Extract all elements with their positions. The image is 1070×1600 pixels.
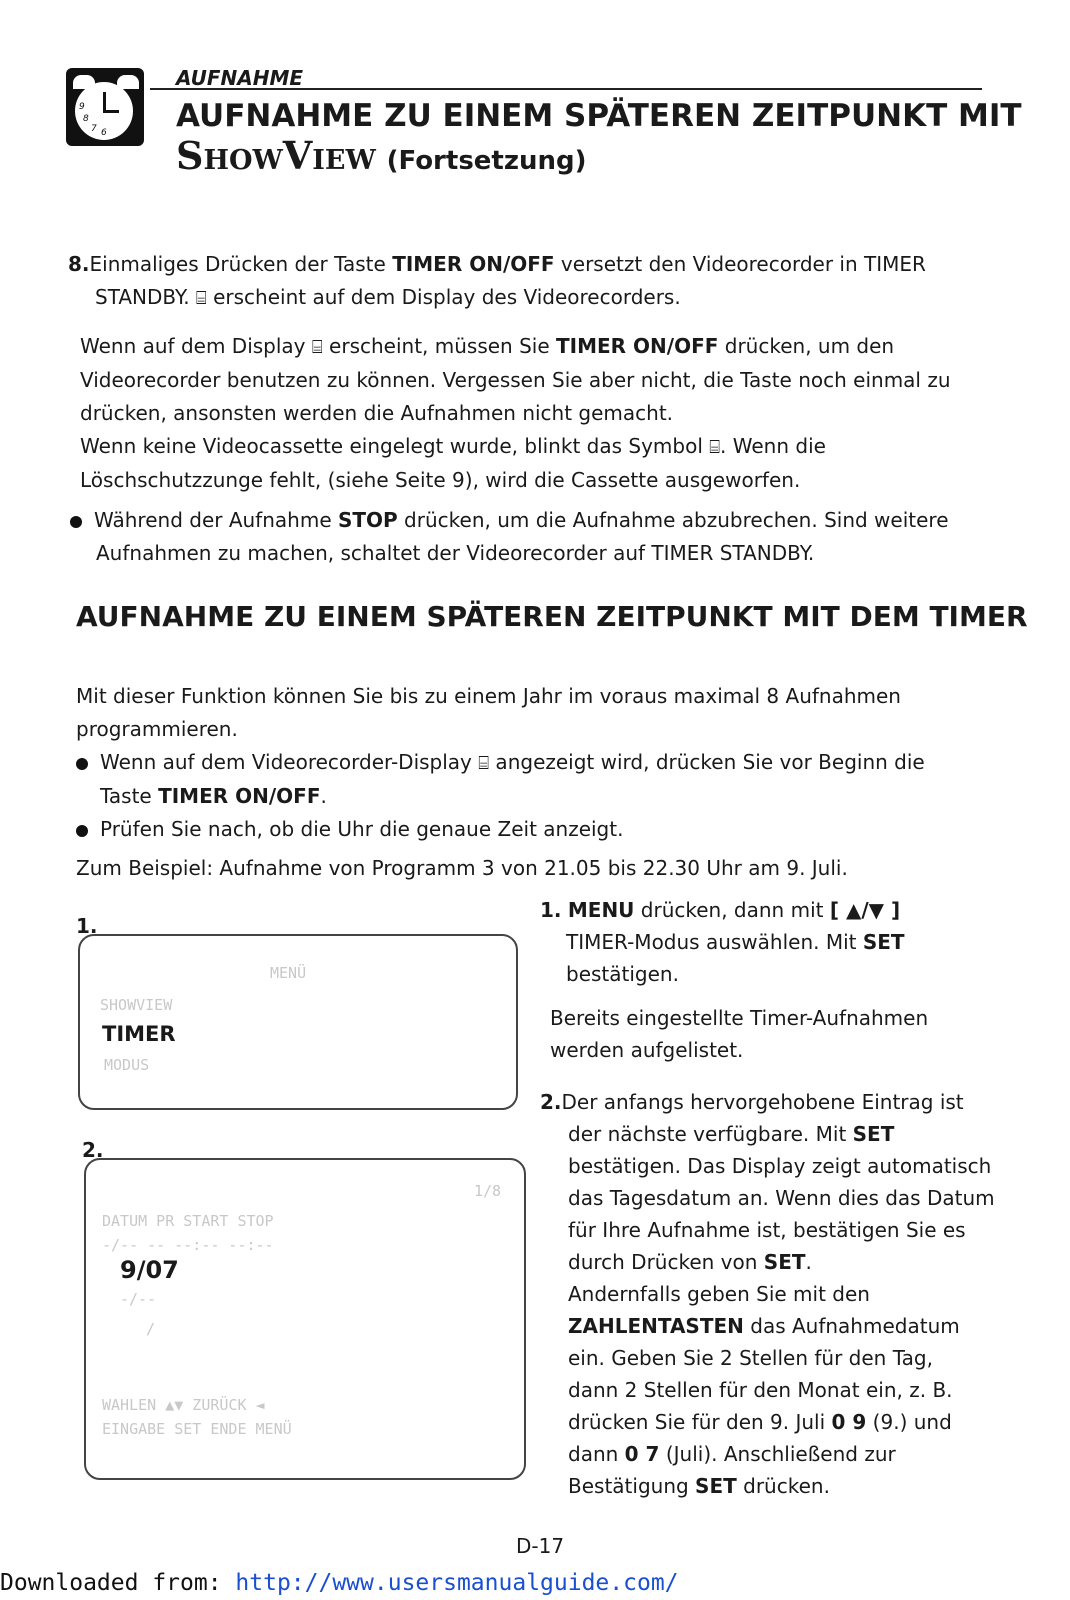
- step-2: [540, 1086, 1030, 1502]
- step-1-line-2: [540, 926, 1020, 958]
- step-1: [540, 894, 1020, 1066]
- text: erscheint auf dem Display des Videorecorders.: [206, 285, 681, 309]
- step-number: 8.: [68, 252, 90, 276]
- text: angezeigt wird, drücken Sie vor Beginn die: [489, 750, 925, 774]
- text: Wenn auf dem Videorecorder-Display: [100, 750, 479, 774]
- clock-number: 7: [91, 124, 97, 134]
- text: .: [320, 784, 327, 808]
- alarm-clock-icon: [66, 68, 144, 146]
- screen-2-display: [84, 1158, 526, 1480]
- intro-line-1: Mit dieser Funktion können Sie bis zu einem Jahr im voraus maximal 8 Aufnahmen: [76, 684, 901, 708]
- set-label: SET: [852, 1122, 895, 1146]
- menu-label: MENU: [567, 898, 635, 922]
- text: drücken, dann mit: [634, 898, 830, 922]
- timer-symbol-icon: ⌸: [195, 288, 207, 309]
- text: Bestätigung: [568, 1474, 696, 1498]
- bullet-stop-line-1: [70, 504, 1030, 537]
- timer-note: [80, 330, 1040, 497]
- arrow-keys-label: [ ▲/▼ ]: [829, 898, 901, 922]
- step-1-line-3: bestätigen.: [566, 962, 679, 986]
- set-label: SET: [695, 1474, 737, 1498]
- text: das Aufnahmedatum: [743, 1314, 960, 1338]
- title-line-2: [176, 133, 1036, 181]
- text: Wenn auf dem Display: [80, 334, 312, 358]
- download-footer: [0, 1570, 679, 1596]
- text: STANDBY.: [95, 285, 196, 309]
- timer-symbol-icon: ⌸: [311, 337, 323, 358]
- timer-symbol-icon: ⌸: [478, 753, 490, 774]
- text: Während der Aufnahme: [94, 508, 338, 532]
- text: durch Drücken von: [568, 1250, 764, 1274]
- text: (9.) und: [866, 1410, 952, 1434]
- note-line-2: Videorecorder benutzen zu können. Vergessen Sie aber nicht, die Taste noch einmal zu: [80, 368, 951, 392]
- showview-wordmark: ShowView: [176, 133, 376, 178]
- example-line: Zum Beispiel: Aufnahme von Programm 3 von 21.05 bis 22.30 Uhr am 9. Juli.: [76, 856, 848, 880]
- step-8-line-1: [68, 248, 1028, 281]
- key-sequence: 0 9: [831, 1410, 867, 1434]
- section-label: AUFNAHME: [176, 66, 304, 90]
- menu-item-timer: TIMER: [102, 1022, 176, 1046]
- text: versetzt den Videorecorder in TIMER: [554, 252, 926, 276]
- intro-bullet-1-cont: [76, 780, 1036, 813]
- page-number: D-17: [516, 1534, 565, 1558]
- title-suffix: (Fortsetzung): [386, 146, 587, 176]
- text: Wenn keine Videocassette eingelegt wurde, blinkt das Symbol: [80, 434, 710, 458]
- timer-on-off-label: TIMER ON/OFF: [392, 252, 555, 276]
- text: Der anfangs hervorgehobene Eintrag ist: [561, 1090, 964, 1114]
- ghost-row: -/-- -- --:-- --:--: [102, 1236, 274, 1254]
- footer-link[interactable]: http://www.usersmanualguide.com/: [235, 1570, 679, 1596]
- ghost-modus-item: MODUS: [104, 1056, 150, 1074]
- text: Taste: [100, 784, 159, 808]
- ghost-row-3: /: [146, 1320, 156, 1338]
- step-1-note-1: Bereits eingestellte Timer-Aufnahmen: [550, 1006, 929, 1030]
- step-2-line-3: bestätigen. Das Display zeigt automatisch: [568, 1154, 992, 1178]
- ghost-showview-item: SHOWVIEW: [100, 996, 173, 1014]
- title-line-1: AUFNAHME ZU EINEM SPÄTEREN ZEITPUNKT MIT: [176, 98, 1022, 134]
- number-keys-label: ZAHLENTASTEN: [568, 1314, 744, 1338]
- ghost-footer-1: WAHLEN ▲▼ ZURÜCK ◄: [102, 1396, 265, 1414]
- key-sequence: 0 7: [624, 1442, 660, 1466]
- note-line-5: Löschschutzzunge fehlt, (siehe Seite 9), wird die Cassette ausgeworfen.: [80, 468, 801, 492]
- step-2-line-13: [540, 1470, 1030, 1502]
- step-2-line-5: für Ihre Aufnahme ist, bestätigen Sie es: [568, 1218, 966, 1242]
- clock-number: 8: [83, 114, 89, 124]
- step-8: [68, 248, 1028, 315]
- text: drücken.: [736, 1474, 830, 1498]
- clock-minute-hand: [103, 110, 119, 113]
- set-label: SET: [763, 1250, 806, 1274]
- ghost-page-indicator: 1/8: [474, 1182, 502, 1200]
- step-number: 1.: [540, 898, 562, 922]
- step-2-line-12: [540, 1438, 1030, 1470]
- text: drücken, um die Aufnahme abzubrechen. Sind weitere: [397, 508, 949, 532]
- screen-1-label: 1.: [76, 914, 98, 938]
- screen-1-display: [78, 934, 518, 1110]
- clock-number: 6: [101, 128, 107, 138]
- text: . Wenn die: [720, 434, 826, 458]
- step-2-line-4: das Tagesdatum an. Wenn dies das Datum: [568, 1186, 995, 1210]
- date-entry: 9/07: [120, 1256, 179, 1284]
- bullet-icon: [76, 825, 88, 837]
- note-line-1: [80, 330, 1040, 364]
- footer-prefix: Downloaded from:: [0, 1570, 236, 1596]
- ghost-footer-2: EINGABE SET ENDE MENÜ: [102, 1420, 292, 1438]
- step-2-line-8: [540, 1310, 1030, 1342]
- bullet-icon: [70, 516, 82, 528]
- step-2-line-7: Andernfalls geben Sie mit den: [568, 1282, 870, 1306]
- bullet-stop: [70, 504, 1030, 570]
- text: (Juli). Anschließend zur: [659, 1442, 896, 1466]
- step-1-note-2: werden aufgelistet.: [550, 1038, 744, 1062]
- timer-on-off-label: TIMER ON/OFF: [158, 784, 321, 808]
- note-line-3: drücken, ansonsten werden die Aufnahmen nicht gemacht.: [80, 401, 674, 425]
- intro-line-2: programmieren.: [76, 717, 238, 741]
- step-2-line-6: [540, 1246, 1030, 1278]
- text: .: [805, 1250, 812, 1274]
- timer-on-off-label: TIMER ON/OFF: [556, 334, 719, 358]
- clock-face: [75, 82, 133, 140]
- step-number: 2.: [540, 1090, 562, 1114]
- text: TIMER-Modus auswählen. Mit: [566, 930, 863, 954]
- bullet-stop-line-2: Aufnahmen zu machen, schaltet der Videorecorder auf TIMER STANDBY.: [96, 541, 815, 565]
- section-heading: AUFNAHME ZU EINEM SPÄTEREN ZEITPUNKT MIT DEM TIMER: [76, 600, 1028, 633]
- step-8-line-2: [68, 281, 1028, 315]
- timer-intro: [76, 680, 1036, 885]
- text: dann: [568, 1442, 625, 1466]
- clock-number: 9: [79, 102, 85, 112]
- text: drücken, um den: [718, 334, 895, 358]
- set-label: SET: [862, 930, 905, 954]
- text: drücken Sie für den 9. Juli: [568, 1410, 832, 1434]
- step-2-line-9: ein. Geben Sie 2 Stellen für den Tag,: [568, 1346, 933, 1370]
- step-2-line-1: [540, 1086, 1030, 1118]
- step-1-line-1: [540, 894, 1020, 926]
- clock-hour-hand: [103, 92, 106, 112]
- ghost-row-2: -/--: [120, 1290, 157, 1308]
- stop-label: STOP: [337, 508, 398, 532]
- text: Einmaliges Drücken der Taste: [89, 252, 393, 276]
- text: erscheint, müssen Sie: [322, 334, 557, 358]
- note-line-4: [80, 430, 1040, 464]
- page-title: [176, 96, 1036, 181]
- intro-bullet-1: [76, 746, 1036, 780]
- timer-symbol-icon: ⌸: [709, 437, 721, 458]
- intro-bullet-2: [76, 813, 1036, 846]
- ghost-column-header: DATUM PR START STOP: [102, 1212, 274, 1230]
- step-2-line-2: [540, 1118, 1030, 1150]
- step-2-line-11: [540, 1406, 1030, 1438]
- bullet-icon: [76, 758, 88, 770]
- text: Prüfen Sie nach, ob die Uhr die genaue Zeit anzeigt.: [100, 817, 624, 841]
- ghost-menu-title: MENÜ: [270, 964, 307, 982]
- header-rule: [150, 88, 982, 90]
- text: der nächste verfügbare. Mit: [568, 1122, 853, 1146]
- screen-2-label: 2.: [82, 1138, 104, 1162]
- step-2-line-10: dann 2 Stellen für den Monat ein, z. B.: [568, 1378, 953, 1402]
